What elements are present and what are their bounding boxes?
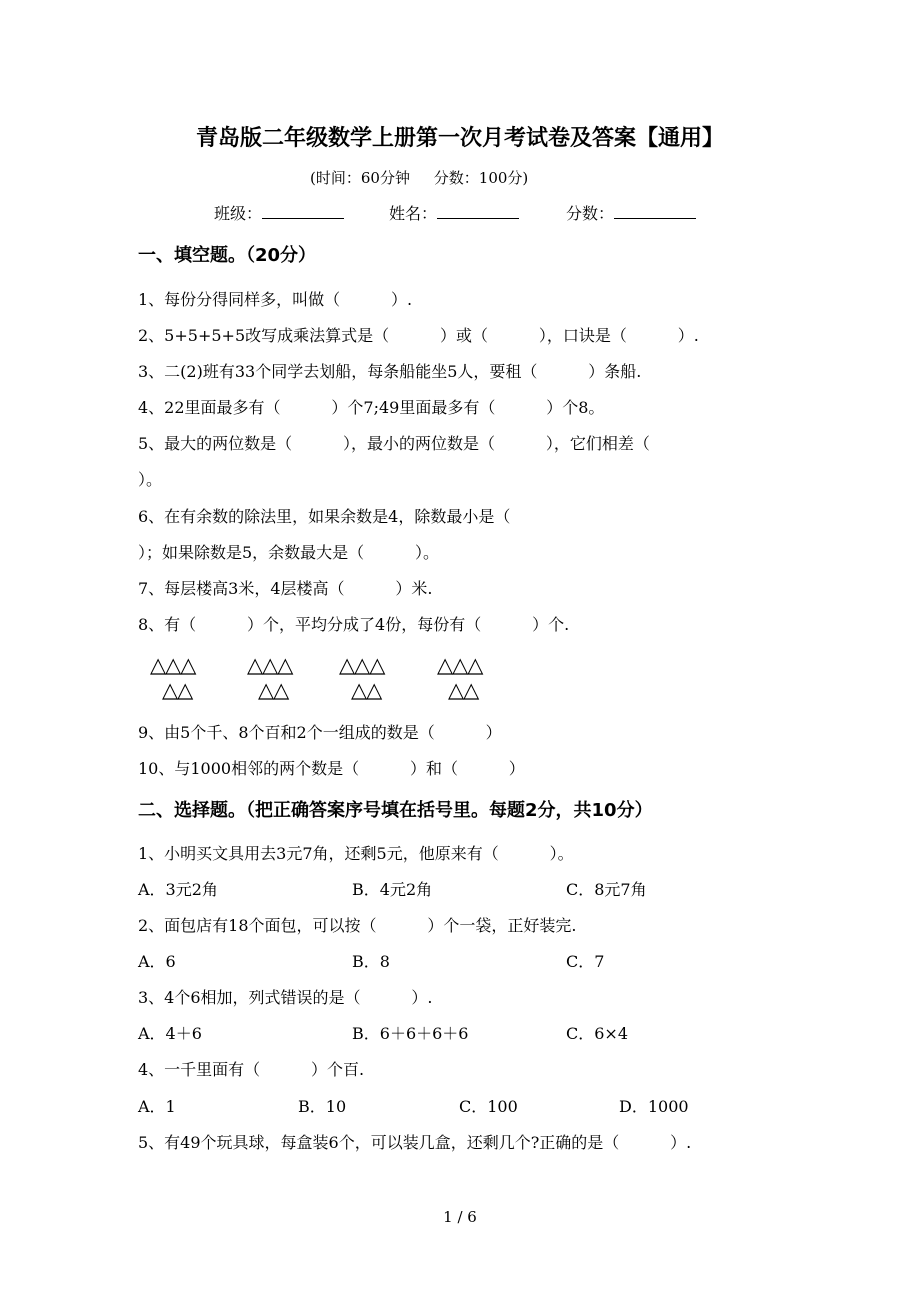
page-number: 1 / 6 — [443, 1208, 477, 1226]
s1-question-9: 9、由5个千、8个百和2个一组成的数是（ ） — [138, 723, 502, 742]
s2-question-4: 4、一千里面有（ ）个百. — [138, 1060, 365, 1079]
s1-question-7: 7、每层楼高3米，4层楼高（ ）米. — [138, 579, 433, 598]
s1-question-6b: ）；如果除数是5，余数最大是（ ）。 — [138, 543, 440, 562]
s2-question-1: 1、小明买文具用去3元7角，还剩5元，他原来有（ ）。 — [138, 844, 574, 863]
triangle-group-3-bottom: △△ — [351, 678, 382, 702]
s1-question-8: 8、有（ ）个，平均分成了4份，每份有（ ）个. — [138, 615, 570, 634]
score-label: 分数： — [566, 204, 615, 223]
triangle-group-1-bottom: △△ — [162, 678, 193, 702]
triangle-group-2-top: △△△ — [247, 653, 293, 677]
score-field — [566, 204, 696, 224]
triangle-group-1-top: △△△ — [150, 653, 196, 677]
name-blank — [437, 204, 519, 219]
s2-q4-option-b: B．10 — [298, 1097, 347, 1116]
s2-q4-option-d: D．1000 — [619, 1097, 689, 1116]
name-label: 姓名： — [389, 204, 438, 223]
s1-question-6a: 6、在有余数的除法里，如果余数是4，除数最小是（ — [138, 507, 511, 526]
s1-question-10: 10、与1000相邻的两个数是（ ）和（ ） — [138, 759, 525, 778]
s2-question-3: 3、4个6相加，列式错误的是（ ）. — [138, 988, 433, 1007]
s2-q2-option-b: B．8 — [352, 952, 390, 971]
s2-q2-option-c: C．7 — [566, 952, 605, 971]
s2-q4-option-c: C．100 — [459, 1097, 518, 1116]
s2-q2-option-a: A．6 — [138, 952, 176, 971]
s2-q3-option-b: B．6＋6＋6＋6 — [352, 1024, 469, 1043]
s2-question-5: 5、有49个玩具球，每盒装6个，可以装几盒，还剩几个?正确的是（ ）. — [138, 1133, 692, 1152]
class-blank — [262, 204, 344, 219]
s2-q1-option-b: B．4元2角 — [352, 880, 433, 899]
s1-question-4: 4、22里面最多有（ ）个7;49里面最多有（ ）个8。 — [138, 398, 605, 417]
s2-q1-option-c: C．8元7角 — [566, 880, 647, 899]
triangle-group-2-bottom: △△ — [258, 678, 289, 702]
score-blank — [614, 204, 696, 219]
s2-q4-option-a: A．1 — [138, 1097, 176, 1116]
s2-q3-option-a: A．4＋6 — [138, 1024, 202, 1043]
s1-question-2: 2、5+5+5+5改写成乘法算式是（ ）或（ ），口诀是（ ）. — [138, 326, 699, 345]
triangle-group-3-top: △△△ — [339, 653, 385, 677]
s1-question-5a: 5、最大的两位数是（ ），最小的两位数是（ ），它们相差（ — [138, 434, 650, 453]
s2-question-2: 2、面包店有18个面包，可以按（ ）个一袋，正好装完. — [138, 916, 577, 935]
exam-time-score: (时间：60分钟 分数：100分) — [310, 169, 529, 187]
s1-question-1: 1、每份分得同样多，叫做（ ）. — [138, 290, 413, 309]
class-field — [214, 204, 344, 224]
s1-question-3: 3、二(2)班有33个同学去划船，每条船能坐5人，要租（ ）条船. — [138, 362, 642, 381]
s2-q3-option-c: C．6×4 — [566, 1024, 629, 1043]
class-label: 班级： — [214, 204, 263, 223]
s1-question-5b: ）。 — [138, 470, 163, 489]
page-title: 青岛版二年级数学上册第一次月考试卷及答案【通用】 — [195, 126, 724, 151]
triangle-group-4-bottom: △△ — [448, 678, 479, 702]
triangle-group-4-top: △△△ — [437, 653, 483, 677]
section2-heading: 二、选择题。（把正确答案序号填在括号里。每题2分，共10分） — [138, 800, 653, 821]
section1-heading: 一、填空题。（20分） — [138, 245, 317, 266]
name-field — [389, 204, 519, 224]
s2-q1-option-a: A．3元2角 — [138, 880, 218, 899]
